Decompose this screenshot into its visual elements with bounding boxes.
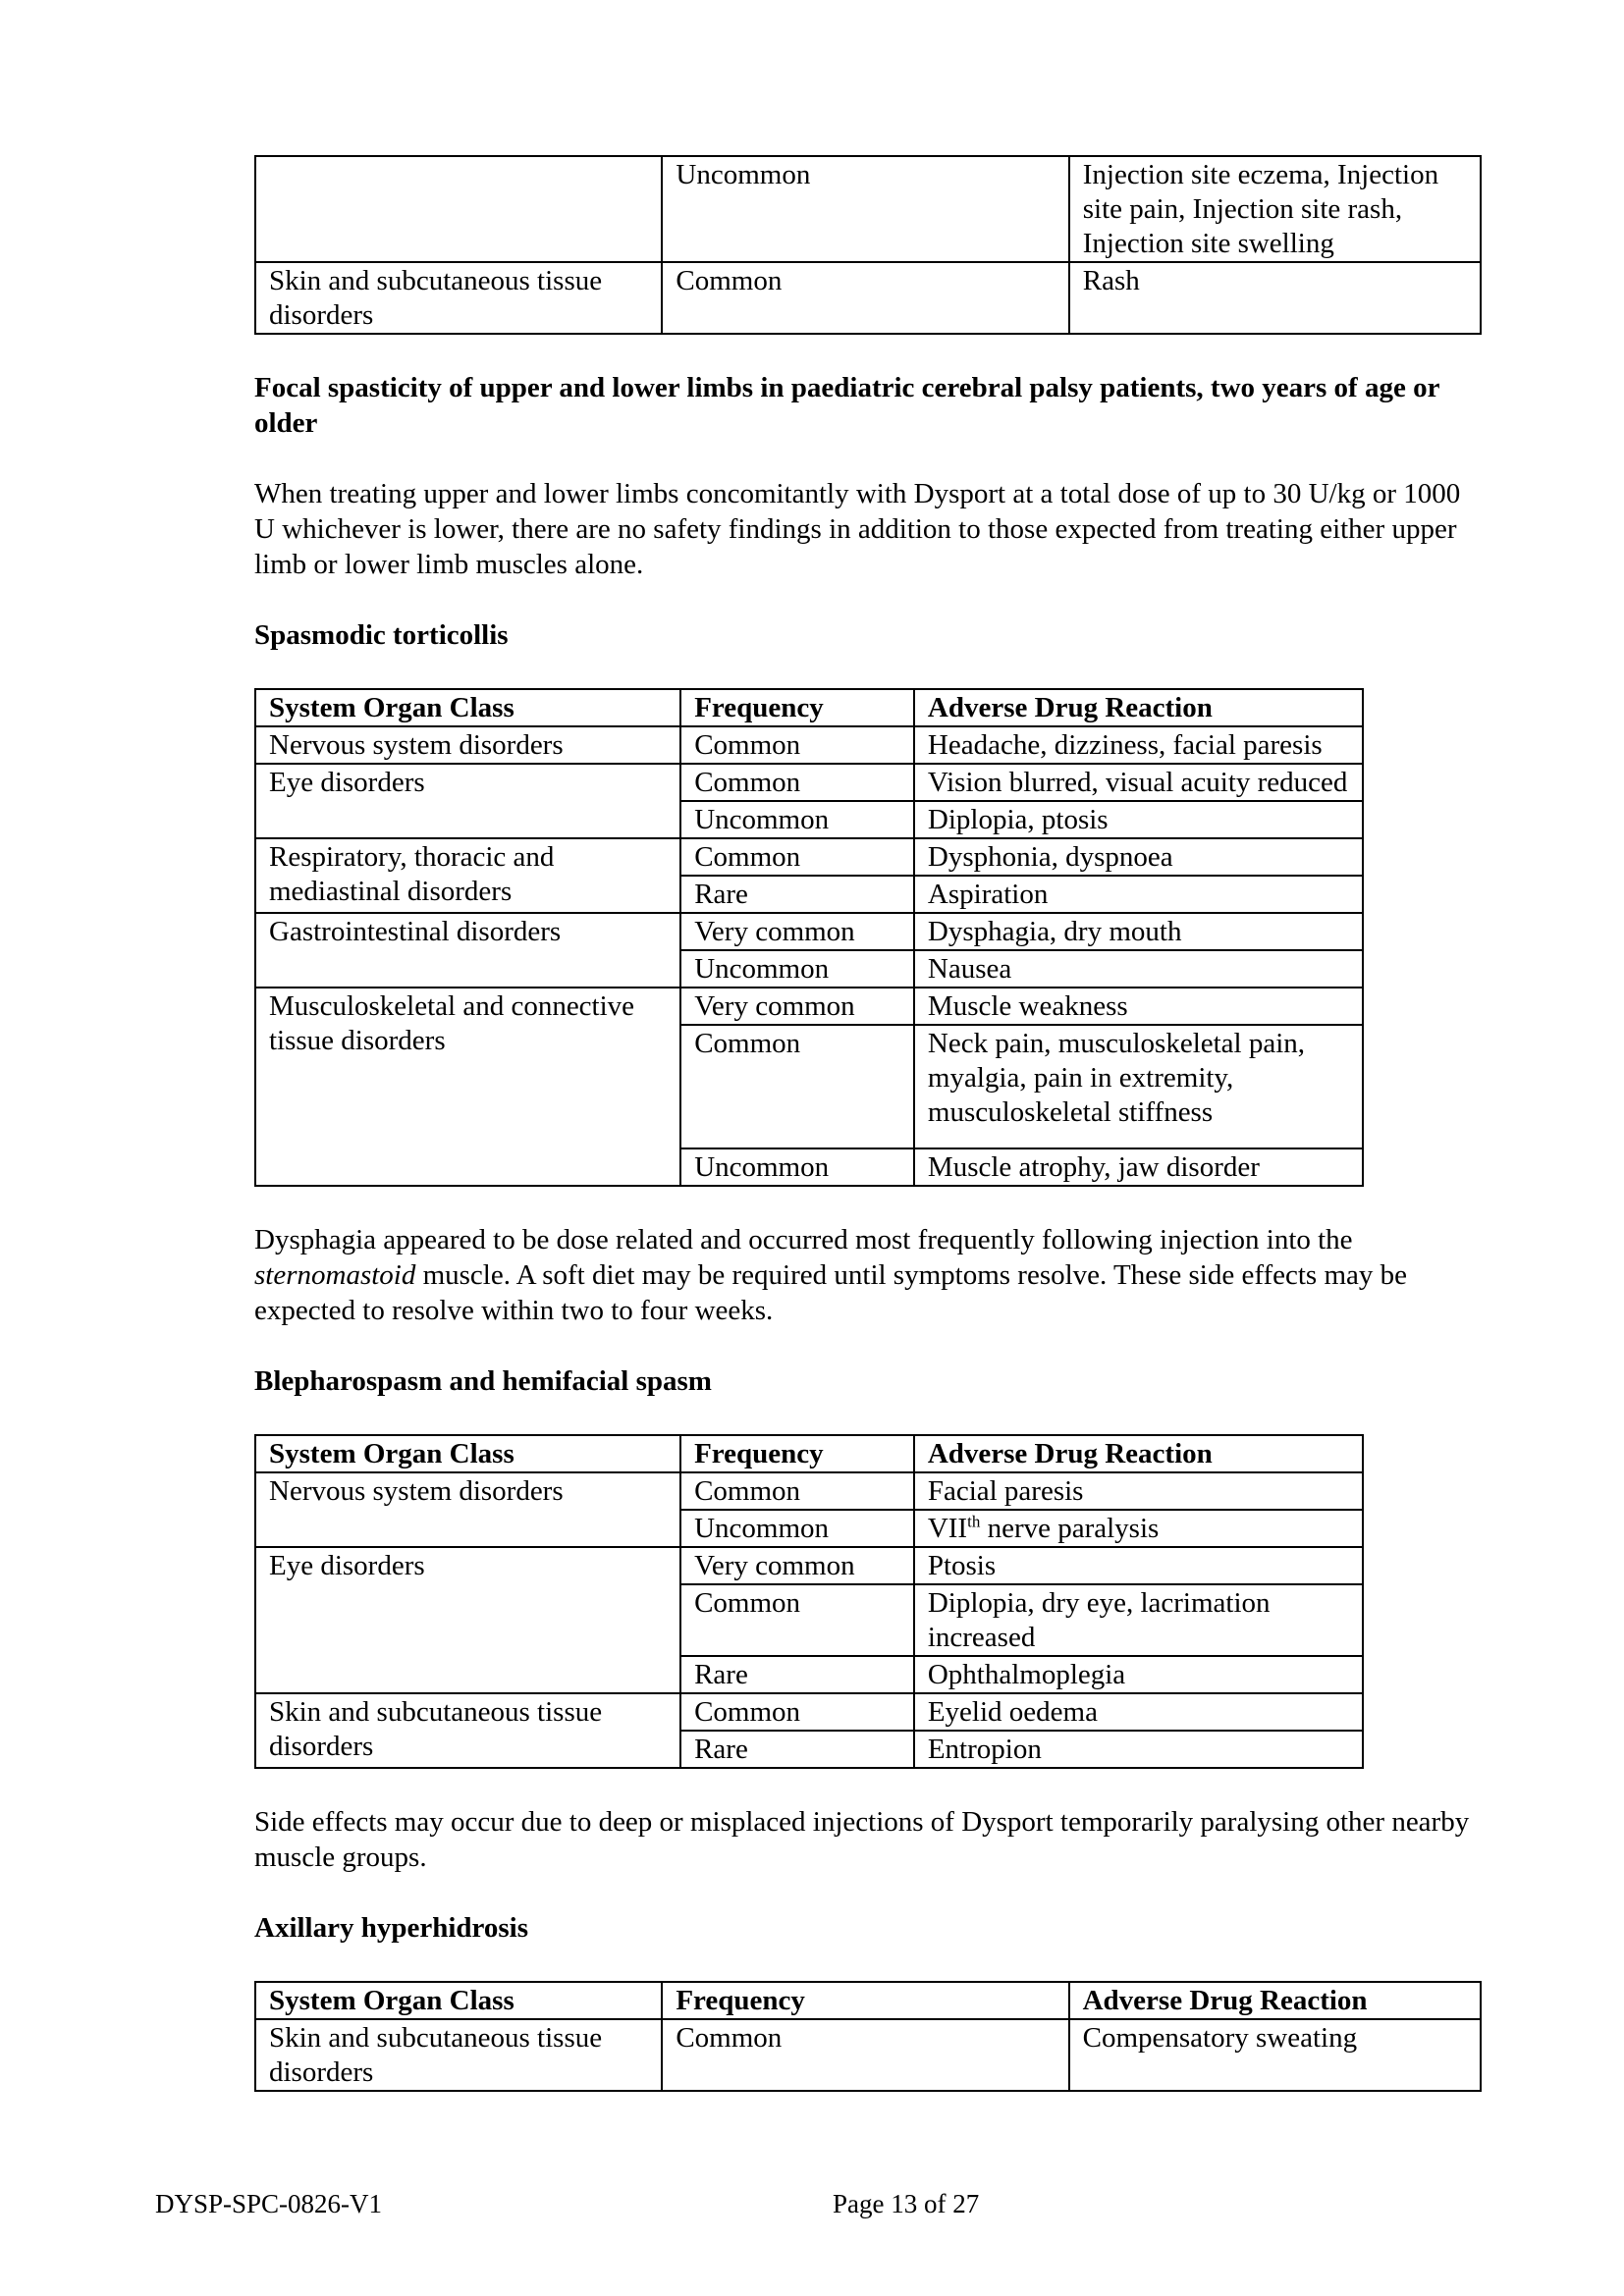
table-cell: Uncommon [680,1148,914,1186]
section-heading-torticollis: Spasmodic torticollis [254,619,509,651]
table-cell: Very common [680,913,914,950]
table-cell: Common [680,1693,914,1731]
table-cell: Eyelid oedema [914,1693,1363,1731]
table-row [255,838,1363,876]
table-cell: Injection site eczema, Injection site pain, Injection site rash, Injection site swelling [1069,156,1481,262]
table-row [255,2019,1481,2091]
table-cell: Rare [680,1731,914,1768]
table-row [255,262,1481,334]
table-cell: Uncommon [680,950,914,988]
table-cell: Aspiration [914,876,1363,913]
table-cell: Very common [680,1547,914,1584]
table-cell: Nausea [914,950,1363,988]
table-cell: Dysphagia, dry mouth [914,913,1363,950]
table-cell: Facial paresis [914,1472,1363,1510]
table-cell: Common [680,1025,914,1148]
table-cell: Ptosis [914,1547,1363,1584]
page-content [254,155,1482,2092]
table-row [255,913,1363,950]
section-heading-hyperhidrosis: Axillary hyperhidrosis [254,1912,529,1944]
table-cell: Diplopia, ptosis [914,801,1363,838]
table-cell: Diplopia, dry eye, lacrimation increased [914,1584,1363,1656]
table-cell: Common [680,838,914,876]
table-cell: Rare [680,876,914,913]
table-cell: Entropion [914,1731,1363,1768]
table-cell: Dysphonia, dyspnoea [914,838,1363,876]
column-header: Frequency [662,1982,1068,2019]
table-cell [914,1510,1363,1547]
table-row [255,988,1363,1025]
footer-document-id: DYSP-SPC-0826-V1 [155,2189,383,2218]
note-italic-term: sternomastoid [254,1259,416,1291]
table-cell: Common [680,764,914,801]
note-text: Dysphagia appeared to be dose related and occurred most frequently following injection into the [254,1224,1353,1255]
table-cell: Common [662,262,1068,334]
column-header: Frequency [680,1435,914,1472]
table-cell: Headache, dizziness, facial paresis [914,726,1363,764]
adr-text: nerve paralysis [980,1513,1160,1544]
table-cell: Rare [680,1656,914,1693]
column-header: System Organ Class [255,689,680,726]
paragraph-side-effects-note: Side effects may occur due to deep or misplaced injections of Dysport temporarily paralysing other nearby muscle groups. [254,1806,1470,1873]
table-row [255,1472,1363,1510]
table-row [255,764,1363,801]
table-header-row [255,689,1363,726]
table-row [255,156,1481,262]
table-cell: Skin and subcutaneous tissue disorders [255,262,662,334]
table-cell: Common [680,1472,914,1510]
column-header: Adverse Drug Reaction [914,689,1363,726]
table-cell: Muscle atrophy, jaw disorder [914,1148,1363,1186]
column-header: Frequency [680,689,914,726]
table-cell: Very common [680,988,914,1025]
column-header: Adverse Drug Reaction [914,1435,1363,1472]
continued-adr-table [254,155,1482,335]
table-header-row [255,1982,1481,2019]
paragraph-cerebral-palsy: When treating upper and lower limbs concomitantly with Dysport at a total dose of up to 30 U/kg or 1000 U whichever is lower, there are no safety findings in addition to those expected from treating either upper limb or lower limb muscles alone. [254,478,1461,580]
blepharospasm-adr-table [254,1434,1364,1769]
table-cell: Skin and subcutaneous tissue disorders [255,1693,680,1768]
adr-text: VII [927,1513,968,1544]
table-cell: Uncommon [680,801,914,838]
table-cell: Neck pain, musculoskeletal pain, myalgia, pain in extremity, musculoskeletal stiffness [914,1025,1363,1148]
table-cell: Musculoskeletal and connective tissue disorders [255,988,680,1186]
torticollis-adr-table [254,688,1364,1187]
table-cell: Rash [1069,262,1481,334]
table-cell: Compensatory sweating [1069,2019,1481,2091]
note-text: muscle. A soft diet may be required until symptoms resolve. These side effects may be expected to resolve within two to four weeks. [254,1259,1408,1326]
table-row [255,1547,1363,1584]
hyperhidrosis-adr-table [254,1981,1482,2092]
section-heading-blepharospasm: Blepharospasm and hemifacial spasm [254,1365,712,1397]
table-cell: Muscle weakness [914,988,1363,1025]
table-cell: Uncommon [680,1510,914,1547]
table-header-row [255,1435,1363,1472]
column-header: System Organ Class [255,1435,680,1472]
table-cell: Common [680,726,914,764]
footer-page-number: Page 13 of 27 [833,2189,980,2218]
table-cell: Vision blurred, visual acuity reduced [914,764,1363,801]
table-cell: Uncommon [662,156,1068,262]
table-cell: Nervous system disorders [255,1472,680,1547]
column-header: Adverse Drug Reaction [1069,1982,1481,2019]
paragraph-dysphagia-note [254,1222,1482,1328]
table-cell: Eye disorders [255,1547,680,1693]
table-cell: Eye disorders [255,764,680,838]
table-cell: Common [680,1584,914,1656]
column-header: System Organ Class [255,1982,662,2019]
section-heading-cerebral-palsy: Focal spasticity of upper and lower limbs in paediatric cerebral palsy patients, two years of age or older [254,372,1439,439]
table-row [255,1693,1363,1731]
table-cell: Skin and subcutaneous tissue disorders [255,2019,662,2091]
superscript: th [967,1512,981,1531]
table-cell: Respiratory, thoracic and mediastinal disorders [255,838,680,913]
table-cell [255,156,662,262]
table-cell: Common [662,2019,1068,2091]
table-cell: Nervous system disorders [255,726,680,764]
table-cell: Ophthalmoplegia [914,1656,1363,1693]
table-cell: Gastrointestinal disorders [255,913,680,988]
table-row [255,726,1363,764]
